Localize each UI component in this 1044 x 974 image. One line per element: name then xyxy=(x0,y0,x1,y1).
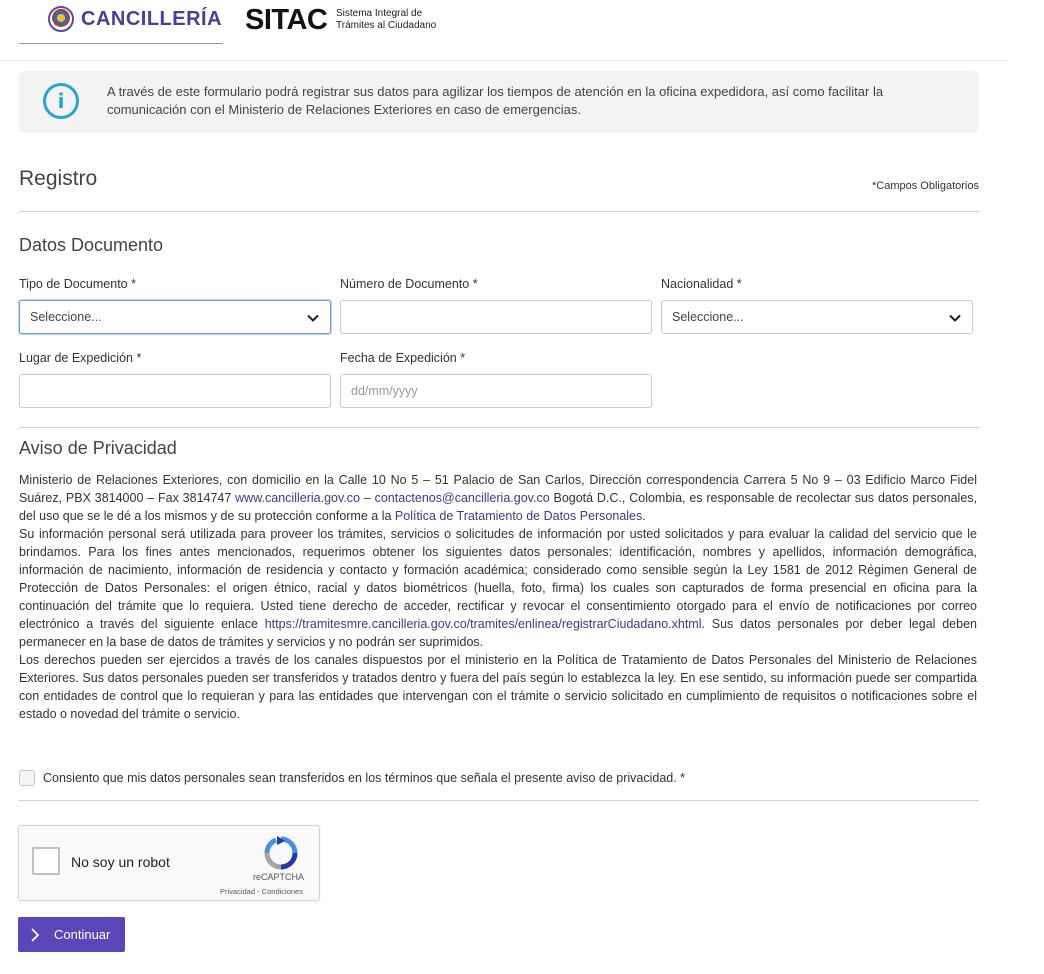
section-title-aviso-privacidad: Aviso de Privacidad xyxy=(19,438,177,458)
nacionalidad-select[interactable] xyxy=(661,300,973,334)
sitac-subtitle xyxy=(336,8,446,32)
consent-label[interactable]: Consiento que mis datos personales sean transferidos en los términos que señala el presente aviso de privacidad. * xyxy=(43,771,686,785)
sitac-subtitle-line-1: Sistema Integral de xyxy=(336,8,423,19)
chevron-right-icon xyxy=(30,928,40,942)
privacy-text: Su información personal será utilizada para proveer los trámites, servicios o solicitudes de información por usted solicitados y para evaluar la calidad del servicio que le brindamos. Para los fines antes mencionados, requerimos obtener los siguientes datos personales: identificación, nombres y apellidos, información demográfica, información de nacimiento, información de residencia y contacto y formación académica; considerado como sensible según la Ley 1581 de 2012 Régimen General de Protección de Datos Personales: el origen étnico, racial y datos biométricos (huella, foto, firma) los cuales son capturados de forma presencial en oficina para la continuación del trámite que lo requiera. Usted tiene derecho de acceder, rectificar y revocar el consentimiento otorgado para el envío de notificaciones por correo electrónico a través del siguiente enlace xyxy=(19,527,977,631)
link-contact-email[interactable]: contactenos@cancilleria.gov.co xyxy=(374,491,550,505)
link-registrar-ciudadano[interactable]: https://tramitesmre.cancilleria.gov.co/tramites/enlinea/registrarCiudadano.xhtml xyxy=(264,617,702,631)
privacy-paragraph-3: Los derechos pueden ser ejercidos a través de los canales dispuestos por el ministerio en la Política de Tratamiento de Datos Personales del Ministerio de Relaciones Exteriores. Sus datos personales pueden ser transferidos y tratados dentro y fuera del país según lo establezca la ley. En ese sentido, su información puede ser compartida con entidades de control que lo requieran y para las entidades que intervengan con el trámite o servicio solicitado en cumplimiento de requisitos o notificaciones sobre el estado o novedad del trámite o servicio. xyxy=(19,653,977,721)
privacy-paragraph-1 xyxy=(19,471,977,525)
lugar-expedicion-label: Lugar de Expedición * xyxy=(19,351,142,365)
privacy-paragraph-2 xyxy=(19,525,977,651)
privacy-notice xyxy=(19,471,977,723)
continuar-button[interactable] xyxy=(18,917,125,952)
consent-row[interactable] xyxy=(19,770,685,786)
chevron-down-icon xyxy=(306,311,320,325)
divider xyxy=(19,211,979,212)
site-header xyxy=(0,0,1008,61)
section-title-datos-documento: Datos Documento xyxy=(19,235,164,255)
tipo-documento-label: Tipo de Documento * xyxy=(19,277,136,291)
fecha-expedicion-label: Fecha de Expedición * xyxy=(340,351,466,365)
privacy-text: Bogotá D.C., Colombia, es responsable de recolectar sus datos personales, del uso que se le dé a los mismos y de su protección conforme a la xyxy=(19,491,978,523)
fecha-expedicion-placeholder: dd/mm/yyyy xyxy=(351,384,418,398)
brand-name: CANCILLERÍA xyxy=(81,8,223,30)
nacionalidad-label: Nacionalidad * xyxy=(661,277,742,291)
numero-documento-label: Número de Documento * xyxy=(340,277,478,291)
fecha-expedicion-input[interactable] xyxy=(340,374,652,408)
colombia-seal-icon xyxy=(48,6,74,32)
divider xyxy=(19,800,979,801)
nacionalidad-value: Seleccione... xyxy=(672,310,744,324)
consent-checkbox[interactable] xyxy=(19,770,35,786)
sitac-subtitle-line-2: Trámites al Ciudadano xyxy=(336,20,437,31)
recaptcha-logo-icon xyxy=(264,836,298,870)
privacy-text: . Sus datos personales por deber legal deben permanecer en la base de datos de trámites y servicios y no podrán ser suprimidos. xyxy=(19,617,977,649)
privacy-text: Ministerio de Relaciones Exteriores, con domicilio en la Calle 10 No 5 – 51 Palacio de San Carlos, Dirección correspondencia Carrera 5 No 9 – 03 Edificio Marco Fidel Suárez, PBX 3814000 – Fax 3814747 xyxy=(19,473,977,505)
continuar-label: Continuar xyxy=(54,927,111,942)
info-banner xyxy=(19,71,979,133)
numero-documento-input[interactable] xyxy=(340,300,652,334)
info-icon: i xyxy=(43,83,79,119)
link-politica-datos[interactable]: Política de Tratamiento de Datos Personales. xyxy=(394,509,646,523)
chevron-down-icon xyxy=(948,311,962,325)
recaptcha-label: No soy un robot xyxy=(71,854,170,870)
tipo-documento-value: Seleccione... xyxy=(30,310,102,324)
tipo-documento-select[interactable] xyxy=(19,300,331,334)
recaptcha-checkbox[interactable] xyxy=(32,847,60,875)
recaptcha-links[interactable]: Privacidad - Condiciones xyxy=(220,887,303,896)
info-text: A través de este formulario podrá registrar sus datos para agilizar los tiempos de atención en la oficina expedidora, así como facilitar la comunicación con el Ministerio de Relaciones Exteriores en caso de emergencias. xyxy=(107,84,884,117)
cancilleria-logo[interactable] xyxy=(19,0,223,44)
required-fields-note: *Campos Obligatorios xyxy=(872,180,979,192)
sitac-logo[interactable]: SITAC xyxy=(245,4,328,36)
page-title: Registro xyxy=(19,167,98,190)
recaptcha-brand: reCAPTCHA xyxy=(253,872,305,882)
link-cancilleria-web[interactable]: www.cancilleria.gov.co xyxy=(235,491,360,505)
privacy-text: – xyxy=(359,491,375,505)
divider xyxy=(19,427,979,428)
recaptcha-widget xyxy=(18,825,320,901)
lugar-expedicion-input[interactable] xyxy=(19,374,331,408)
